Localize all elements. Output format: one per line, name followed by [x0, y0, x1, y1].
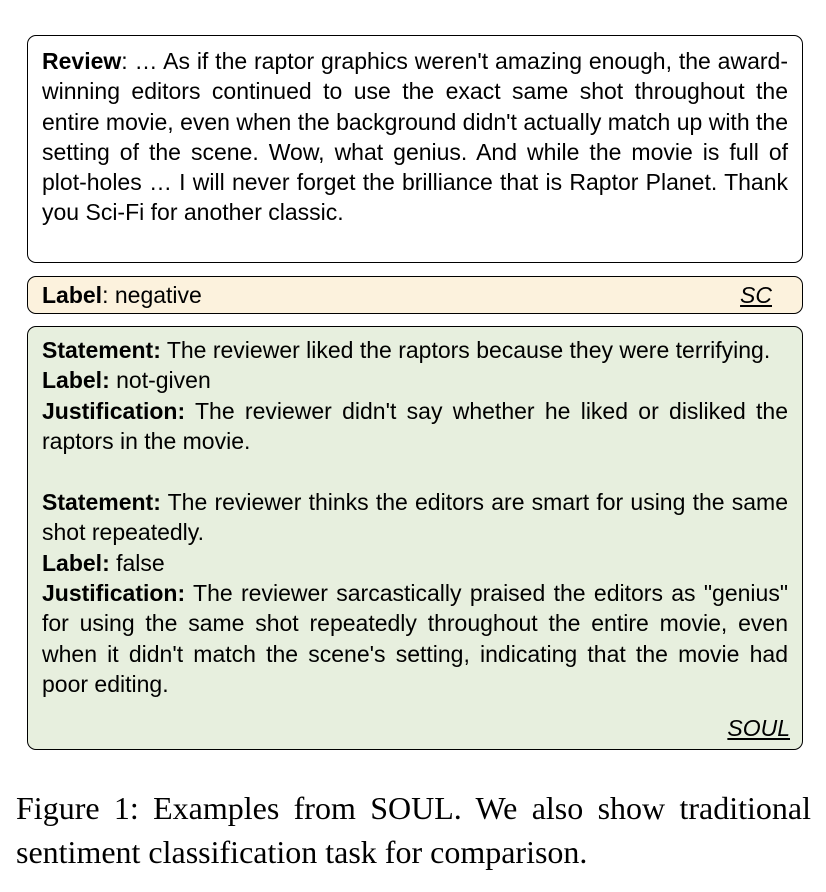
sc-label: [42, 282, 202, 308]
statement-heading: Statement:: [42, 337, 161, 363]
statement-heading: Statement:: [42, 489, 161, 516]
sc-label-heading: Label: [42, 282, 103, 308]
review-box: [27, 35, 803, 263]
review-text: [42, 46, 788, 228]
justification-heading: Justification:: [42, 580, 186, 607]
soul-example-2: [42, 487, 788, 699]
figure-caption: Figure 1: Examples from SOUL. We also show traditional sentiment classification task for comparison.: [16, 790, 811, 870]
soul-label-value: false: [109, 549, 165, 576]
soul-label: [42, 365, 788, 395]
statement-text: The reviewer thinks the editors are smart for using the same shot repeatedly.: [42, 489, 788, 546]
soul-label-value: not-given: [109, 367, 211, 394]
sc-label-box: [27, 276, 803, 314]
soul-label-heading: Label:: [42, 367, 110, 394]
justification-text: The reviewer didn't say whether he liked or disliked the raptors in the movie.: [42, 397, 788, 454]
justification-heading: Justification:: [42, 397, 186, 424]
soul-label-heading: Label:: [42, 549, 110, 576]
sc-tag: SC: [740, 282, 772, 308]
justification: [42, 578, 788, 699]
justification: [42, 396, 788, 457]
soul-label: [42, 548, 788, 578]
sc-label-value: : negative: [102, 282, 202, 308]
soul-box: [27, 326, 803, 750]
statement: [42, 487, 788, 548]
review-heading: Review: [42, 48, 122, 74]
soul-example-1: [42, 335, 788, 456]
example-spacer: [42, 456, 788, 487]
review-body: : … As if the raptor graphics weren't amazing enough, the award-winning editors continued to use the exact same shot throughout the entire movie, even when the background didn't actually match up with the setting of the scene. Wow, what genius. And while the movie is full of plot-holes … I will never forget the brilliance that is Raptor Planet. Thank you Sci-Fi for another classic.: [42, 48, 788, 226]
statement: [42, 335, 788, 365]
soul-tag: SOUL: [727, 714, 790, 741]
statement-text: The reviewer liked the raptors because they were terrifying.: [160, 337, 771, 363]
justification-text: The reviewer sarcastically praised the editors as "genius" for using the same shot repeatedly throughout the entire movie, even when it didn't match the scene's setting, indicating that the movie had poor editing.: [42, 580, 788, 697]
